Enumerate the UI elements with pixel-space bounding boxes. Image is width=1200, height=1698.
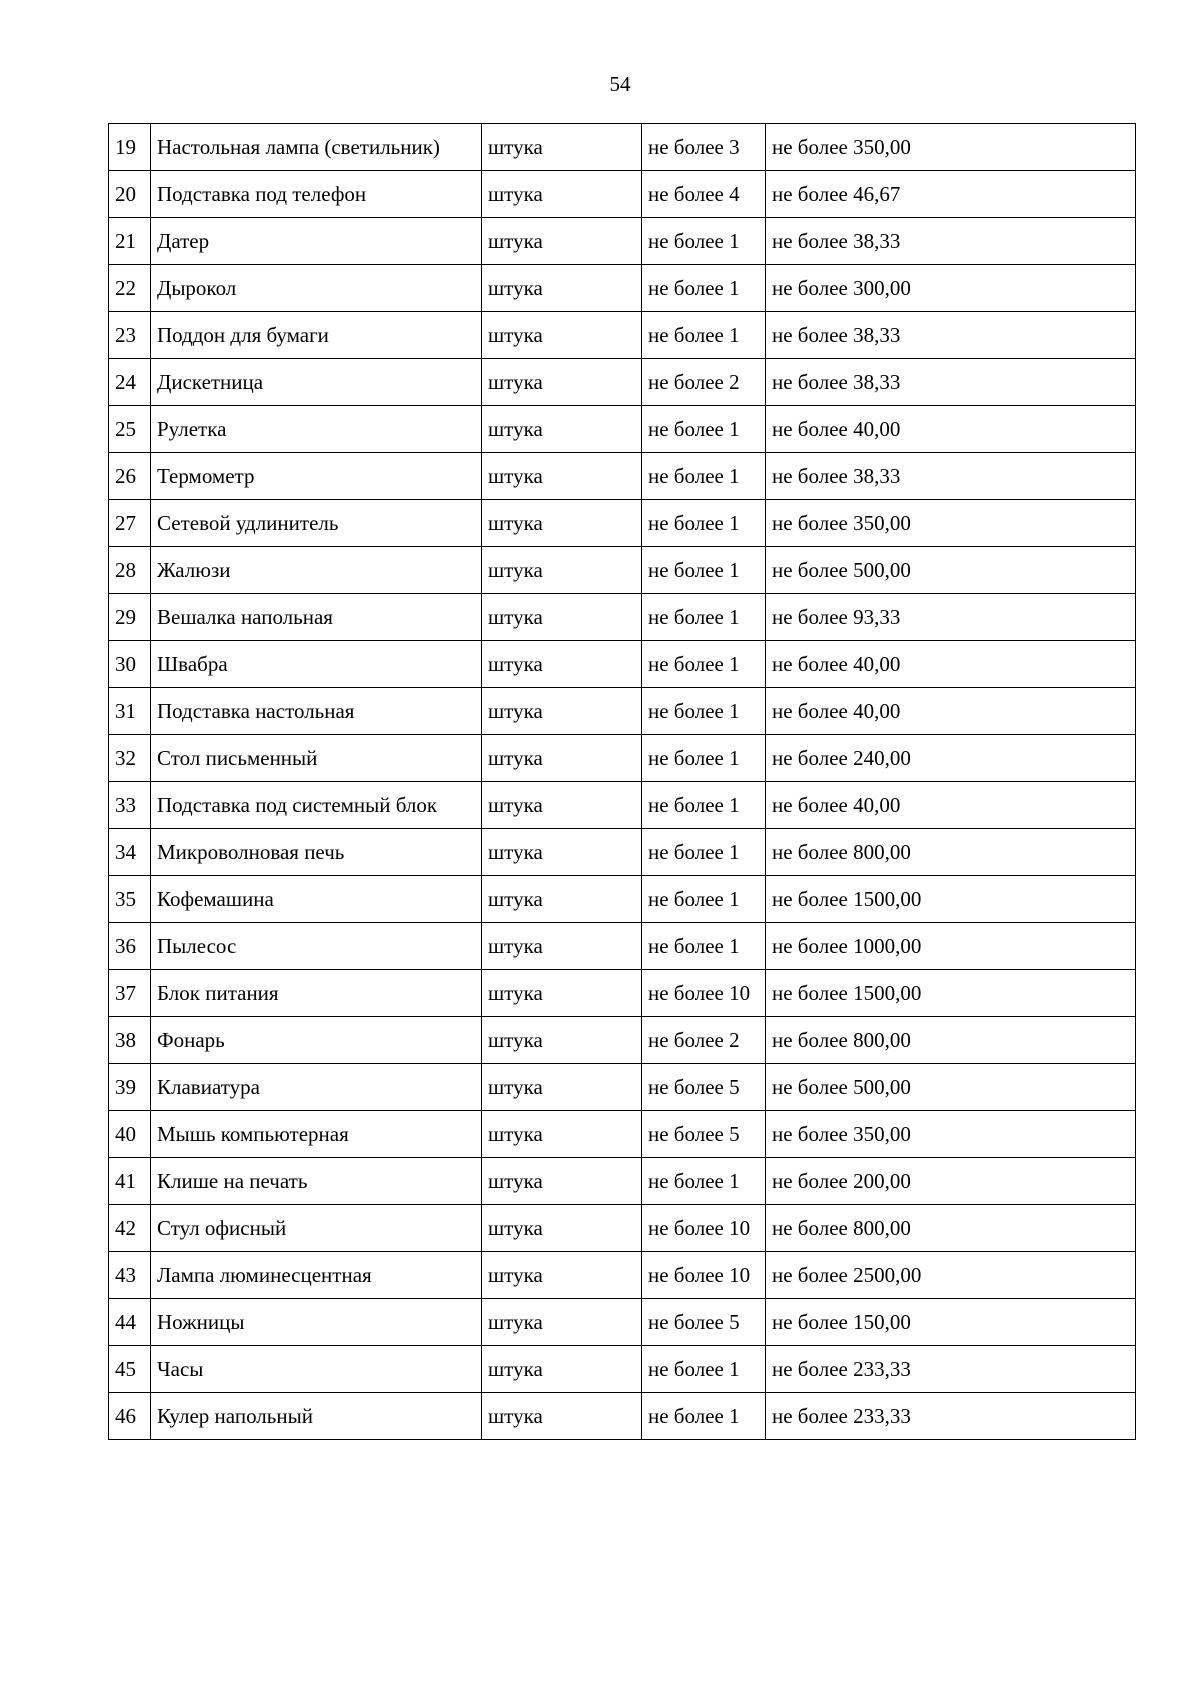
price-cell: не более 93,33 (766, 594, 1136, 641)
item-name-cell: Пылесос (151, 923, 482, 970)
quantity-cell: не более 3 (642, 124, 766, 171)
table-row (109, 406, 1136, 453)
quantity-cell: не более 1 (642, 1158, 766, 1205)
price-cell: не более 800,00 (766, 1205, 1136, 1252)
item-name-cell: Термометр (151, 453, 482, 500)
price-cell: не более 200,00 (766, 1158, 1136, 1205)
unit-cell: штука (482, 1252, 642, 1299)
unit-cell: штука (482, 782, 642, 829)
quantity-cell: не более 10 (642, 1252, 766, 1299)
price-cell: не более 800,00 (766, 1017, 1136, 1064)
item-name-cell: Подставка настольная (151, 688, 482, 735)
quantity-cell: не более 1 (642, 782, 766, 829)
unit-cell: штука (482, 970, 642, 1017)
table-row (109, 1299, 1136, 1346)
unit-cell: штука (482, 359, 642, 406)
table-row (109, 500, 1136, 547)
row-number-cell: 25 (109, 406, 151, 453)
quantity-cell: не более 1 (642, 406, 766, 453)
unit-cell: штука (482, 641, 642, 688)
item-name-cell: Микроволновая печь (151, 829, 482, 876)
row-number-cell: 39 (109, 1064, 151, 1111)
price-cell: не более 240,00 (766, 735, 1136, 782)
row-number-cell: 28 (109, 547, 151, 594)
price-cell: не более 500,00 (766, 547, 1136, 594)
price-cell: не более 800,00 (766, 829, 1136, 876)
item-name-cell: Клише на печать (151, 1158, 482, 1205)
row-number-cell: 38 (109, 1017, 151, 1064)
unit-cell: штука (482, 735, 642, 782)
row-number-cell: 40 (109, 1111, 151, 1158)
price-cell: не более 38,33 (766, 218, 1136, 265)
quantity-cell: не более 2 (642, 359, 766, 406)
row-number-cell: 44 (109, 1299, 151, 1346)
quantity-cell: не более 1 (642, 688, 766, 735)
quantity-cell: не более 10 (642, 1205, 766, 1252)
quantity-cell: не более 1 (642, 453, 766, 500)
quantity-cell: не более 1 (642, 1346, 766, 1393)
quantity-cell: не более 1 (642, 547, 766, 594)
item-name-cell: Мышь компьютерная (151, 1111, 482, 1158)
unit-cell: штука (482, 829, 642, 876)
table-row (109, 265, 1136, 312)
price-cell: не более 233,33 (766, 1393, 1136, 1440)
unit-cell: штука (482, 594, 642, 641)
unit-cell: штука (482, 1111, 642, 1158)
unit-cell: штука (482, 1064, 642, 1111)
price-cell: не более 233,33 (766, 1346, 1136, 1393)
unit-cell: штука (482, 1299, 642, 1346)
table-row (109, 735, 1136, 782)
quantity-cell: не более 5 (642, 1111, 766, 1158)
quantity-cell: не более 1 (642, 594, 766, 641)
item-name-cell: Часы (151, 1346, 482, 1393)
items-table (108, 123, 1136, 1440)
unit-cell: штука (482, 218, 642, 265)
quantity-cell: не более 1 (642, 218, 766, 265)
items-table-body (109, 124, 1136, 1440)
price-cell: не более 38,33 (766, 312, 1136, 359)
price-cell: не более 2500,00 (766, 1252, 1136, 1299)
row-number-cell: 19 (109, 124, 151, 171)
price-cell: не более 350,00 (766, 1111, 1136, 1158)
unit-cell: штука (482, 547, 642, 594)
item-name-cell: Датер (151, 218, 482, 265)
row-number-cell: 31 (109, 688, 151, 735)
price-cell: не более 300,00 (766, 265, 1136, 312)
quantity-cell: не более 1 (642, 500, 766, 547)
price-cell: не более 40,00 (766, 688, 1136, 735)
price-cell: не более 350,00 (766, 124, 1136, 171)
quantity-cell: не более 2 (642, 1017, 766, 1064)
table-row (109, 1205, 1136, 1252)
table-row (109, 359, 1136, 406)
table-row (109, 829, 1136, 876)
item-name-cell: Фонарь (151, 1017, 482, 1064)
quantity-cell: не более 10 (642, 970, 766, 1017)
row-number-cell: 32 (109, 735, 151, 782)
row-number-cell: 45 (109, 1346, 151, 1393)
item-name-cell: Подставка под телефон (151, 171, 482, 218)
unit-cell: штука (482, 876, 642, 923)
unit-cell: штука (482, 124, 642, 171)
item-name-cell: Вешалка напольная (151, 594, 482, 641)
quantity-cell: не более 1 (642, 923, 766, 970)
table-row (109, 594, 1136, 641)
table-row (109, 1017, 1136, 1064)
quantity-cell: не более 1 (642, 735, 766, 782)
row-number-cell: 35 (109, 876, 151, 923)
table-row (109, 876, 1136, 923)
unit-cell: штука (482, 1158, 642, 1205)
item-name-cell: Лампа люминесцентная (151, 1252, 482, 1299)
item-name-cell: Швабра (151, 641, 482, 688)
unit-cell: штука (482, 923, 642, 970)
table-row (109, 782, 1136, 829)
table-row (109, 547, 1136, 594)
table-row (109, 1158, 1136, 1205)
table-row (109, 1393, 1136, 1440)
row-number-cell: 22 (109, 265, 151, 312)
page-number: 54 (609, 72, 631, 96)
price-cell: не более 1500,00 (766, 876, 1136, 923)
unit-cell: штука (482, 265, 642, 312)
table-row (109, 124, 1136, 171)
row-number-cell: 36 (109, 923, 151, 970)
item-name-cell: Ножницы (151, 1299, 482, 1346)
quantity-cell: не более 1 (642, 312, 766, 359)
unit-cell: штука (482, 171, 642, 218)
row-number-cell: 20 (109, 171, 151, 218)
row-number-cell: 30 (109, 641, 151, 688)
row-number-cell: 37 (109, 970, 151, 1017)
price-cell: не более 40,00 (766, 641, 1136, 688)
unit-cell: штука (482, 453, 642, 500)
row-number-cell: 42 (109, 1205, 151, 1252)
row-number-cell: 24 (109, 359, 151, 406)
price-cell: не более 500,00 (766, 1064, 1136, 1111)
item-name-cell: Кофемашина (151, 876, 482, 923)
row-number-cell: 41 (109, 1158, 151, 1205)
table-row (109, 923, 1136, 970)
price-cell: не более 1000,00 (766, 923, 1136, 970)
unit-cell: штука (482, 312, 642, 359)
table-row (109, 453, 1136, 500)
unit-cell: штука (482, 1205, 642, 1252)
item-name-cell: Блок питания (151, 970, 482, 1017)
unit-cell: штука (482, 688, 642, 735)
price-cell: не более 46,67 (766, 171, 1136, 218)
table-row (109, 218, 1136, 265)
row-number-cell: 21 (109, 218, 151, 265)
quantity-cell: не более 1 (642, 1393, 766, 1440)
item-name-cell: Стол письменный (151, 735, 482, 782)
price-cell: не более 38,33 (766, 453, 1136, 500)
row-number-cell: 33 (109, 782, 151, 829)
table-row (109, 688, 1136, 735)
item-name-cell: Поддон для бумаги (151, 312, 482, 359)
table-row (109, 970, 1136, 1017)
price-cell: не более 40,00 (766, 406, 1136, 453)
row-number-cell: 43 (109, 1252, 151, 1299)
unit-cell: штука (482, 1346, 642, 1393)
table-row (109, 641, 1136, 688)
table-row (109, 312, 1136, 359)
item-name-cell: Рулетка (151, 406, 482, 453)
row-number-cell: 27 (109, 500, 151, 547)
table-row (109, 171, 1136, 218)
item-name-cell: Стул офисный (151, 1205, 482, 1252)
price-cell: не более 1500,00 (766, 970, 1136, 1017)
unit-cell: штука (482, 1393, 642, 1440)
quantity-cell: не более 4 (642, 171, 766, 218)
quantity-cell: не более 5 (642, 1064, 766, 1111)
quantity-cell: не более 1 (642, 829, 766, 876)
price-cell: не более 38,33 (766, 359, 1136, 406)
price-cell: не более 350,00 (766, 500, 1136, 547)
row-number-cell: 29 (109, 594, 151, 641)
item-name-cell: Дырокол (151, 265, 482, 312)
item-name-cell: Дискетница (151, 359, 482, 406)
quantity-cell: не более 1 (642, 641, 766, 688)
row-number-cell: 34 (109, 829, 151, 876)
item-name-cell: Жалюзи (151, 547, 482, 594)
item-name-cell: Сетевой удлинитель (151, 500, 482, 547)
item-name-cell: Настольная лампа (светильник) (151, 124, 482, 171)
table-row (109, 1346, 1136, 1393)
item-name-cell: Подставка под системный блок (151, 782, 482, 829)
price-cell: не более 40,00 (766, 782, 1136, 829)
quantity-cell: не более 5 (642, 1299, 766, 1346)
item-name-cell: Кулер напольный (151, 1393, 482, 1440)
quantity-cell: не более 1 (642, 876, 766, 923)
item-name-cell: Клавиатура (151, 1064, 482, 1111)
unit-cell: штука (482, 500, 642, 547)
table-row (109, 1064, 1136, 1111)
price-cell: не более 150,00 (766, 1299, 1136, 1346)
unit-cell: штука (482, 1017, 642, 1064)
table-row (109, 1252, 1136, 1299)
row-number-cell: 46 (109, 1393, 151, 1440)
unit-cell: штука (482, 406, 642, 453)
row-number-cell: 26 (109, 453, 151, 500)
table-row (109, 1111, 1136, 1158)
row-number-cell: 23 (109, 312, 151, 359)
quantity-cell: не более 1 (642, 265, 766, 312)
